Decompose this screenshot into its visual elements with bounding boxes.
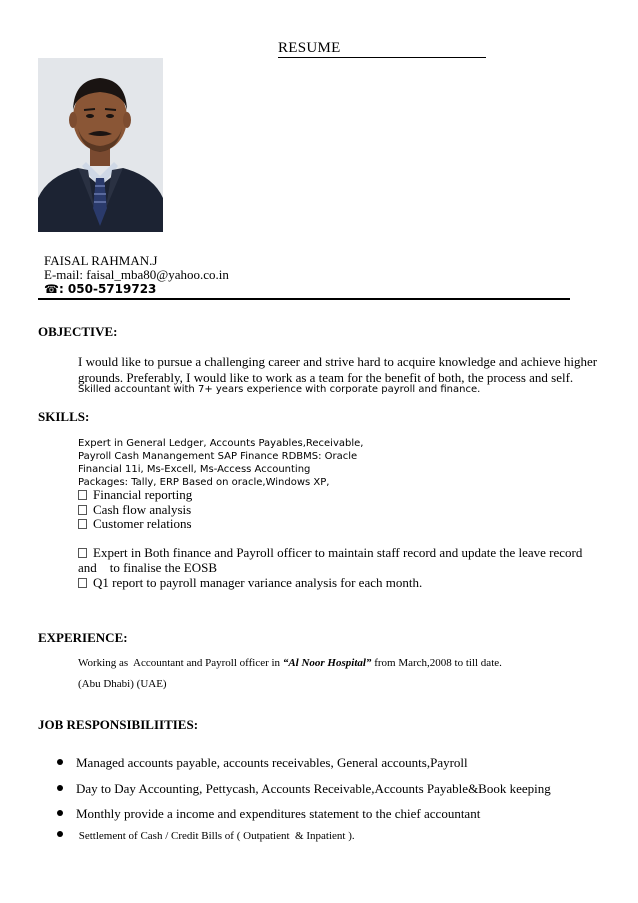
checkbox-icon [78,519,87,529]
header-divider [38,298,570,300]
skill-extra: Q1 report to payroll manager variance analysis for each month. [78,575,422,591]
objective-line-1: I would like to pursue a challenging career and strive hard to acquire knowledge and achieve higher [78,354,598,369]
bullet-icon [57,810,63,816]
bullet-icon [57,831,63,837]
checkbox-icon [78,578,87,588]
objective-line-3: Skilled accountant with 7+ years experience with corporate payroll and finance. [78,384,481,395]
objective-heading: OBJECTIVE: [38,324,118,339]
list-item: Managed accounts payable, accounts receivables, General accounts,Payroll [57,755,468,771]
experience-line-1: Working as Accountant and Payroll officer in “Al Noor Hospital” from March,2008 to till date. [78,657,502,669]
bullet-icon [57,759,63,765]
checkbox-icon [78,505,87,515]
list-item: Monthly provide a income and expenditures statement to the chief accountant [57,806,480,822]
skills-line: Payroll Cash Manangement SAP Finance RDBMS: Oracle [78,451,358,462]
email-address: E-mail: faisal_mba80@yahoo.co.in [44,267,229,282]
skill-extra-continued: and to finalise the EOSB [78,560,218,575]
bullet-icon [57,785,63,791]
skill-item: Cash flow analysis [78,502,191,518]
candidate-name: FAISAL RAHMAN.J [44,253,158,268]
skill-item: Financial reporting [78,487,192,503]
skill-extra: Expert in Both finance and Payroll officer to maintain staff record and update the leave record [78,545,582,561]
profile-photo [38,58,163,232]
telephone-icon: ☎ [44,282,59,296]
objective-line-2: grounds. Preferably, I would like to work as a team for the benefit of both, the process and self. [78,370,574,385]
skills-line: Expert in General Ledger, Accounts Payables,Receivable, [78,438,364,449]
checkbox-icon [78,490,87,500]
skills-line: Packages: Tally, ERP Based on oracle,Windows XP, [78,477,330,488]
experience-location: (Abu Dhabi) (UAE) [78,678,167,690]
checkbox-icon [78,548,87,558]
list-item: Day to Day Accounting, Pettycash, Accounts Receivable,Accounts Payable&Book keeping [57,781,551,797]
phone-number: ☎: 050-5719723 [44,282,157,296]
list-item: Settlement of Cash / Credit Bills of ( Outpatient & Inpatient ). [57,830,355,842]
resume-title: RESUME [278,40,341,56]
employer-name: “Al Noor Hospital” [282,657,372,669]
skill-item: Customer relations [78,516,192,532]
skills-line: Financial 11i, Ms-Excell, Ms-Access Accounting [78,464,311,475]
experience-heading: EXPERIENCE: [38,630,128,645]
skills-heading: SKILLS: [38,409,90,424]
responsibilities-heading: JOB RESPONSIBILIITIES: [38,717,199,732]
title-underline [278,57,486,58]
